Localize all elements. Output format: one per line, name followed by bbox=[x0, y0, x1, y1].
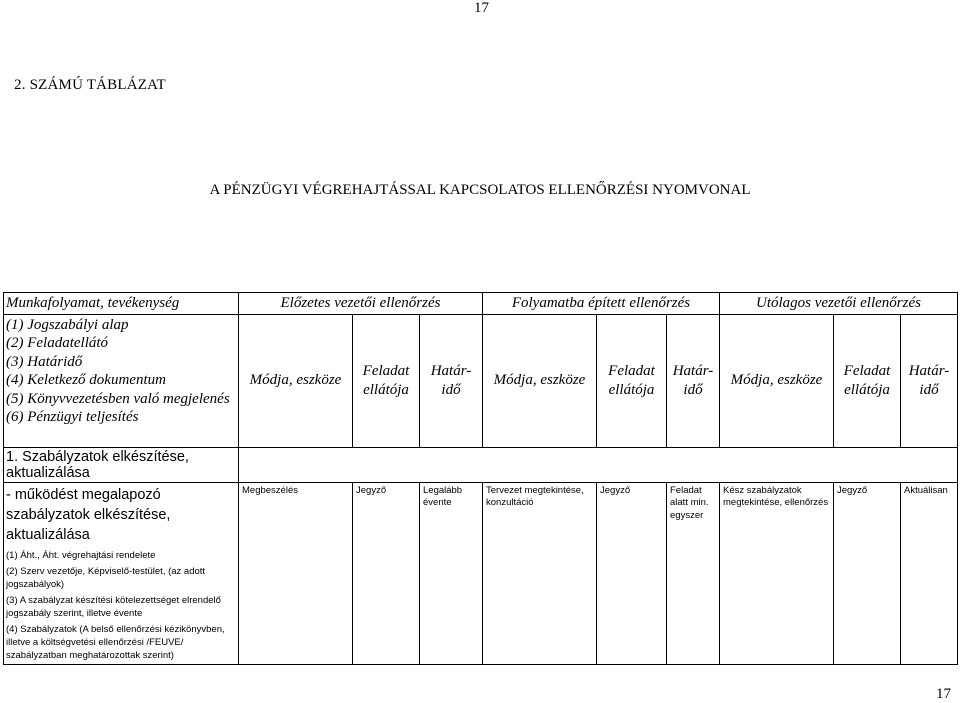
table-label: 2. SZÁMÚ TÁBLÁZAT bbox=[14, 77, 166, 93]
legend-item: (2) Feladatellátó bbox=[6, 335, 109, 351]
section-title: 1. Szabályzatok elkészítése, aktualizálása bbox=[4, 447, 239, 482]
post-control-header: Utólagos vezetői ellenőrzés bbox=[720, 293, 958, 315]
deadline-label-1: Határ- bbox=[908, 362, 950, 379]
post-deadline: Aktuálisan bbox=[901, 482, 958, 664]
inline-owner: Jegyző bbox=[597, 482, 667, 664]
legend-item: (4) Keletkező dokumentum bbox=[6, 372, 166, 388]
page-number-top: 17 bbox=[474, 0, 489, 16]
audit-trail-table bbox=[3, 292, 958, 665]
post-method: Kész szabályzatok megtekintése, ellenőrzés bbox=[720, 482, 834, 664]
owner-label-2: ellátója bbox=[844, 381, 890, 398]
pre-deadline-header bbox=[420, 314, 483, 447]
pre-control-header: Előzetes vezetői ellenőrzés bbox=[239, 293, 483, 315]
detail-item: (3) A szabályzat készítési kötelezettséget elrendelő jogszabály szerint, illetve évente bbox=[6, 594, 221, 619]
table-row bbox=[4, 482, 958, 664]
process-header: Munkafolyamat, tevékenység bbox=[4, 293, 239, 315]
owner-label-1: Feladat bbox=[608, 362, 655, 379]
activity-line: - működést megalapozó bbox=[6, 486, 161, 503]
activity-line: aktualizálása bbox=[6, 526, 90, 543]
activity-cell bbox=[4, 482, 239, 664]
detail-item: (1) Áht., Áht. végrehajtási rendelete bbox=[6, 549, 156, 561]
pre-method-header: Módja, eszköze bbox=[239, 314, 353, 447]
deadline-label-1: Határ- bbox=[672, 362, 714, 379]
post-method-header: Módja, eszköze bbox=[720, 314, 834, 447]
page-number-bottom: 17 bbox=[936, 686, 951, 702]
activity-text bbox=[4, 483, 238, 545]
deadline-label-2: idő bbox=[919, 381, 939, 398]
deadline-label-2: idő bbox=[683, 381, 703, 398]
subheader-row bbox=[4, 314, 958, 447]
post-owner-header bbox=[834, 314, 901, 447]
document-title: A PÉNZÜGYI VÉGREHAJTÁSSAL KAPCSOLATOS ELLENŐRZÉSI NYOMVONAL bbox=[209, 182, 751, 198]
inline-method-header: Módja, eszköze bbox=[483, 314, 597, 447]
deadline-label-2: idő bbox=[441, 381, 461, 398]
inline-method: Tervezet megtekintése, konzultáció bbox=[483, 482, 597, 664]
table-header-row bbox=[4, 293, 958, 315]
inline-owner-header bbox=[597, 314, 667, 447]
pre-owner: Jegyző bbox=[353, 482, 420, 664]
owner-label-1: Feladat bbox=[843, 362, 891, 379]
legend-item: (6) Pénzügyi teljesítés bbox=[6, 409, 139, 425]
section-spacer bbox=[239, 447, 958, 482]
post-deadline-header bbox=[901, 314, 958, 447]
pre-owner-header bbox=[353, 314, 420, 447]
deadline-label-1: Határ- bbox=[430, 362, 472, 379]
inline-control-header: Folyamatba épített ellenőrzés bbox=[483, 293, 720, 315]
legend-item: (1) Jogszabályi alap bbox=[6, 316, 129, 333]
section-row bbox=[4, 447, 958, 482]
pre-method: Megbeszélés bbox=[239, 482, 353, 664]
activity-details bbox=[4, 549, 238, 664]
post-owner: Jegyző bbox=[834, 482, 901, 664]
legend-item: (5) Könyvvezetésben való megjelenés bbox=[6, 390, 230, 407]
activity-line: szabályzatok elkészítése, bbox=[6, 506, 171, 523]
owner-label-2: ellátója bbox=[608, 381, 655, 398]
detail-item: (2) Szerv vezetője, Képviselő-testület, (az adott jogszabályok) bbox=[6, 565, 206, 590]
owner-label-2: ellátója bbox=[363, 381, 409, 398]
pre-deadline: Legalább évente bbox=[420, 482, 483, 664]
inline-deadline-header bbox=[667, 314, 720, 447]
owner-label-1: Feladat bbox=[362, 362, 410, 379]
detail-item: (4) Szabályzatok (A belső ellenőrzési kézikönyvben, illetve a költségvetési ellenőrzési /FEUVE/ szabályzatban meghatározottak szerint) bbox=[6, 623, 225, 661]
legend-cell bbox=[4, 314, 239, 447]
inline-deadline: Feladat alatt min. egyszer bbox=[667, 482, 720, 664]
legend-item: (3) Határidő bbox=[6, 353, 83, 370]
